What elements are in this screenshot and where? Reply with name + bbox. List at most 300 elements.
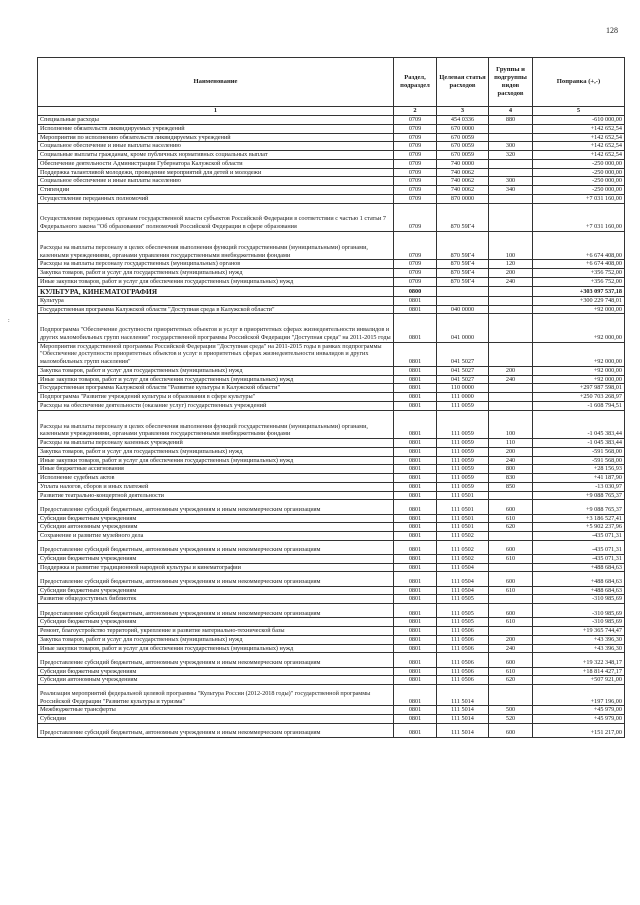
row-target: 111 0501 bbox=[437, 500, 489, 514]
row-name: Подпрограмма "Обеспечение доступности приоритетных объектов и услуг в приоритетных сферах жизнедеятельности инвалидов и других маломобильных групп населения" государственной программы Российской Федерации "Доступная среда" на 2011-2015 годы bbox=[38, 314, 394, 342]
row-target: 041 0000 bbox=[437, 314, 489, 342]
row-name: Субсидии бюджетным учреждениям bbox=[38, 667, 394, 676]
row-group: 610 bbox=[489, 514, 533, 523]
row-name: Субсидии bbox=[38, 715, 394, 724]
row-amendment: +5 902 237,96 bbox=[533, 523, 625, 532]
row-name: Межбюджетные трансферты bbox=[38, 706, 394, 715]
table-row bbox=[38, 456, 625, 465]
row-group: 610 bbox=[489, 586, 533, 595]
row-target: 870 59Г4 bbox=[437, 203, 489, 231]
table-row bbox=[38, 366, 625, 375]
row-section: 0801 bbox=[394, 595, 437, 604]
row-target: 111 5014 bbox=[437, 685, 489, 706]
row-section: 0709 bbox=[394, 116, 437, 125]
row-target: 670 0059 bbox=[437, 151, 489, 160]
table-row bbox=[38, 151, 625, 160]
table-row bbox=[38, 116, 625, 125]
table-row bbox=[38, 410, 625, 438]
table-row bbox=[38, 296, 625, 305]
table-row bbox=[38, 447, 625, 456]
row-group: 620 bbox=[489, 523, 533, 532]
row-name: Предоставление субсидий бюджетным, автономным учреждениям и иным некоммерческим организациям bbox=[38, 540, 394, 554]
row-amendment: -591 568,00 bbox=[533, 456, 625, 465]
row-section: 0801 bbox=[394, 474, 437, 483]
table-row bbox=[38, 342, 625, 366]
table-row bbox=[38, 706, 625, 715]
header-num-5: 5 bbox=[533, 107, 625, 116]
row-target bbox=[437, 286, 489, 296]
row-target: 111 0506 bbox=[437, 667, 489, 676]
row-section: 0801 bbox=[394, 532, 437, 541]
row-amendment: +45 979,00 bbox=[533, 715, 625, 724]
row-name: Закупка товаров, работ и услуг для государственных (муниципальных) нужд bbox=[38, 366, 394, 375]
row-section: 0801 bbox=[394, 465, 437, 474]
row-group: 300 bbox=[489, 177, 533, 186]
row-name: Расходы на выплаты персоналу казенных учреждений bbox=[38, 439, 394, 448]
row-section: 0801 bbox=[394, 342, 437, 366]
row-group bbox=[489, 168, 533, 177]
row-amendment: +9 088 765,37 bbox=[533, 491, 625, 500]
row-name: Социальное обеспечение и иные выплаты населению bbox=[38, 177, 394, 186]
table-row bbox=[38, 595, 625, 604]
row-amendment: +300 229 748,01 bbox=[533, 296, 625, 305]
row-group bbox=[489, 384, 533, 393]
row-section: 0800 bbox=[394, 286, 437, 296]
row-section: 0709 bbox=[394, 186, 437, 195]
row-amendment: -310 985,69 bbox=[533, 595, 625, 604]
row-amendment: -1 045 383,44 bbox=[533, 410, 625, 438]
row-name: Уплата налогов, сборов и иных платежей bbox=[38, 482, 394, 491]
table-row bbox=[38, 465, 625, 474]
row-amendment: +43 396,30 bbox=[533, 644, 625, 653]
row-target: 111 0501 bbox=[437, 491, 489, 500]
row-target: 111 0501 bbox=[437, 514, 489, 523]
table-row bbox=[38, 676, 625, 685]
row-target: 870 59Г4 bbox=[437, 277, 489, 286]
row-group bbox=[489, 685, 533, 706]
row-section: 0801 bbox=[394, 482, 437, 491]
row-amendment: +507 921,00 bbox=[533, 676, 625, 685]
table-row bbox=[38, 142, 625, 151]
row-section: 0801 bbox=[394, 604, 437, 618]
row-amendment: +488 684,63 bbox=[533, 563, 625, 572]
row-target: 111 0059 bbox=[437, 482, 489, 491]
table-row bbox=[38, 572, 625, 586]
row-section: 0801 bbox=[394, 439, 437, 448]
row-target: 111 0506 bbox=[437, 627, 489, 636]
row-group bbox=[489, 532, 533, 541]
table-row bbox=[38, 177, 625, 186]
row-name: Поддержка талантливой молодежи, проведение мероприятий для детей и молодежи bbox=[38, 168, 394, 177]
row-name: Субсидии бюджетным учреждениям bbox=[38, 618, 394, 627]
row-section: 0709 bbox=[394, 203, 437, 231]
row-name: Поддержка и развитие традиционной народной культуры и кинематографии bbox=[38, 563, 394, 572]
header-num-2: 2 bbox=[394, 107, 437, 116]
row-name: Сохранение и развитие музейного дела bbox=[38, 532, 394, 541]
table-row bbox=[38, 653, 625, 667]
row-target: 870 59Г4 bbox=[437, 260, 489, 269]
row-amendment: +151 217,00 bbox=[533, 723, 625, 737]
table-row bbox=[38, 231, 625, 259]
row-amendment: +41 187,90 bbox=[533, 474, 625, 483]
row-section: 0801 bbox=[394, 410, 437, 438]
header-group: Группы и подгруппы видов расходов bbox=[489, 58, 533, 107]
row-amendment: +18 814 427,17 bbox=[533, 667, 625, 676]
table-row bbox=[38, 618, 625, 627]
row-target: 740 0062 bbox=[437, 168, 489, 177]
row-group: 600 bbox=[489, 604, 533, 618]
table-row bbox=[38, 685, 625, 706]
row-target: 111 0059 bbox=[437, 447, 489, 456]
row-group: 240 bbox=[489, 375, 533, 384]
row-amendment: +197 196,00 bbox=[533, 685, 625, 706]
page-number: 128 bbox=[606, 26, 618, 35]
table-row bbox=[38, 375, 625, 384]
row-section: 0801 bbox=[394, 706, 437, 715]
row-section: 0801 bbox=[394, 500, 437, 514]
row-group: 240 bbox=[489, 644, 533, 653]
table-row bbox=[38, 124, 625, 133]
row-group: 830 bbox=[489, 474, 533, 483]
row-name: Закупка товаров, работ и услуг для государственных (муниципальных) нужд bbox=[38, 269, 394, 278]
table-row bbox=[38, 586, 625, 595]
row-amendment: -250 000,00 bbox=[533, 168, 625, 177]
table-row bbox=[38, 305, 625, 314]
row-section: 0801 bbox=[394, 667, 437, 676]
table-row bbox=[38, 286, 625, 296]
row-target: 111 0505 bbox=[437, 618, 489, 627]
row-target: 111 5014 bbox=[437, 723, 489, 737]
table-row bbox=[38, 500, 625, 514]
table-row bbox=[38, 401, 625, 410]
row-amendment: -610 000,00 bbox=[533, 116, 625, 125]
row-target: 740 0062 bbox=[437, 186, 489, 195]
row-group: 600 bbox=[489, 540, 533, 554]
row-amendment: -435 071,31 bbox=[533, 554, 625, 563]
row-name: Реализация мероприятий федеральной целевой программы "Культура России (2012-2018 годы)" государственной программы Российской Федерации "Развитие культуры и туризма" bbox=[38, 685, 394, 706]
row-group: 240 bbox=[489, 456, 533, 465]
row-amendment: -250 000,00 bbox=[533, 177, 625, 186]
row-name: Государственная программа Калужской области "Доступная среда в Калужской области" bbox=[38, 305, 394, 314]
row-amendment: +43 396,30 bbox=[533, 635, 625, 644]
table-row bbox=[38, 439, 625, 448]
row-amendment: +250 703 268,97 bbox=[533, 393, 625, 402]
row-target: 870 0000 bbox=[437, 194, 489, 203]
row-target: 111 5014 bbox=[437, 715, 489, 724]
header-target: Целевая статья расходов bbox=[437, 58, 489, 107]
row-amendment: -435 071,31 bbox=[533, 532, 625, 541]
row-amendment: +142 652,54 bbox=[533, 133, 625, 142]
row-group: 110 bbox=[489, 439, 533, 448]
table-row bbox=[38, 168, 625, 177]
row-amendment: -250 000,00 bbox=[533, 159, 625, 168]
row-group: 800 bbox=[489, 465, 533, 474]
row-group: 850 bbox=[489, 482, 533, 491]
row-section: 0801 bbox=[394, 296, 437, 305]
table-row bbox=[38, 635, 625, 644]
row-amendment: +92 000,00 bbox=[533, 366, 625, 375]
row-group: 600 bbox=[489, 572, 533, 586]
row-group bbox=[489, 342, 533, 366]
row-name: Исполнение обязательств ликвидируемых учреждений bbox=[38, 124, 394, 133]
row-amendment: -1 045 383,44 bbox=[533, 439, 625, 448]
row-target bbox=[437, 296, 489, 305]
table-row bbox=[38, 186, 625, 195]
row-name: Субсидии бюджетным учреждениям bbox=[38, 586, 394, 595]
row-section: 0801 bbox=[394, 653, 437, 667]
row-name: Культура bbox=[38, 296, 394, 305]
row-amendment: +92 000,00 bbox=[533, 314, 625, 342]
row-name: Иные закупки товаров, работ и услуг для обеспечения государственных (муниципальных) нужд bbox=[38, 277, 394, 286]
row-group: 500 bbox=[489, 706, 533, 715]
row-name: Расходы на выплаты персоналу в целях обеспечения выполнения функций государственными (муниципальными) органами, казенными учреждениями, органами управления государственными внебюджетными фондами bbox=[38, 231, 394, 259]
header-num-4: 4 bbox=[489, 107, 533, 116]
row-name: Социальное обеспечение и иные выплаты населению bbox=[38, 142, 394, 151]
row-target: 111 0059 bbox=[437, 456, 489, 465]
row-target: 111 5014 bbox=[437, 706, 489, 715]
row-name: Ремонт, благоустройство территорий, укрепление и развитие материально-технической базы bbox=[38, 627, 394, 636]
row-section: 0709 bbox=[394, 124, 437, 133]
row-group: 120 bbox=[489, 260, 533, 269]
row-amendment: +7 031 160,00 bbox=[533, 203, 625, 231]
row-amendment: +6 674 408,00 bbox=[533, 260, 625, 269]
row-amendment: +28 156,93 bbox=[533, 465, 625, 474]
row-group bbox=[489, 133, 533, 142]
row-section: 0801 bbox=[394, 572, 437, 586]
row-name: Иные закупки товаров, работ и услуг для обеспечения государственных (муниципальных) нужд bbox=[38, 375, 394, 384]
row-target: 111 0501 bbox=[437, 523, 489, 532]
row-group bbox=[489, 563, 533, 572]
row-group bbox=[489, 194, 533, 203]
header-num-3: 3 bbox=[437, 107, 489, 116]
row-name: Государственная программа Калужской области "Развитие культуры в Калужской области" bbox=[38, 384, 394, 393]
row-amendment: +92 000,00 bbox=[533, 342, 625, 366]
row-name: Закупка товаров, работ и услуг для государственных (муниципальных) нужд bbox=[38, 447, 394, 456]
row-name: Расходы на обеспечение деятельности (оказание услуг) государственных учреждений bbox=[38, 401, 394, 410]
row-group bbox=[489, 286, 533, 296]
table-row bbox=[38, 269, 625, 278]
row-name: Социальные выплаты гражданам, кроме публичных нормативных социальных выплат bbox=[38, 151, 394, 160]
row-amendment: +92 000,00 bbox=[533, 305, 625, 314]
row-group: 100 bbox=[489, 410, 533, 438]
table-row bbox=[38, 563, 625, 572]
row-target: 111 0505 bbox=[437, 595, 489, 604]
row-amendment: +9 088 765,37 bbox=[533, 500, 625, 514]
row-name: Расходы на выплаты персоналу в целях обеспечения выполнения функций государственными (муниципальными) органами, казенными учреждениями, органами управления государственными внебюджетными фондами bbox=[38, 410, 394, 438]
row-group: 600 bbox=[489, 723, 533, 737]
row-target: 111 0059 bbox=[437, 410, 489, 438]
row-group: 200 bbox=[489, 366, 533, 375]
row-target: 111 0504 bbox=[437, 572, 489, 586]
row-name: Исполнение судебных актов bbox=[38, 474, 394, 483]
row-section: 0709 bbox=[394, 269, 437, 278]
header-section: Раздел, подраздел bbox=[394, 58, 437, 107]
row-name: Иные закупки товаров, работ и услуг для обеспечения государственных (муниципальных) нужд bbox=[38, 644, 394, 653]
row-name: Мероприятия государственной программы Российской Федерации "Доступная среда" на 2011-2015 годы в рамках подпрограммы "Обеспечение доступности приоритетных объектов и услуг в приоритетных сферах жизнедеятельности инвалидов и других маломобильных групп населения" bbox=[38, 342, 394, 366]
row-amendment: -591 568,00 bbox=[533, 447, 625, 456]
row-section: 0801 bbox=[394, 305, 437, 314]
table-row bbox=[38, 554, 625, 563]
margin-mark: : bbox=[8, 318, 10, 324]
row-name: Специальные расходы bbox=[38, 116, 394, 125]
row-name: Мероприятия по исполнению обязательств ликвидируемых учреждений bbox=[38, 133, 394, 142]
row-section: 0801 bbox=[394, 314, 437, 342]
row-name: Предоставление субсидий бюджетным, автономным учреждениям и иным некоммерческим организациям bbox=[38, 653, 394, 667]
table-row bbox=[38, 194, 625, 203]
row-amendment: +142 652,54 bbox=[533, 124, 625, 133]
row-target: 040 0000 bbox=[437, 305, 489, 314]
table-row bbox=[38, 715, 625, 724]
row-target: 041 5027 bbox=[437, 366, 489, 375]
row-amendment: -310 985,69 bbox=[533, 618, 625, 627]
row-target: 740 0062 bbox=[437, 177, 489, 186]
row-name: Предоставление субсидий бюджетным, автономным учреждениям и иным некоммерческим организациям bbox=[38, 604, 394, 618]
row-name: Расходы на выплаты персоналу государственных (муниципальных) органов bbox=[38, 260, 394, 269]
row-target: 111 0504 bbox=[437, 586, 489, 595]
row-target: 670 0059 bbox=[437, 142, 489, 151]
header-name: Наименование bbox=[38, 58, 394, 107]
row-section: 0801 bbox=[394, 523, 437, 532]
budget-amendment-table bbox=[37, 57, 625, 738]
row-target: 111 0506 bbox=[437, 653, 489, 667]
row-section: 0709 bbox=[394, 177, 437, 186]
row-section: 0709 bbox=[394, 159, 437, 168]
row-amendment: -1 608 794,51 bbox=[533, 401, 625, 410]
row-amendment: +297 987 598,01 bbox=[533, 384, 625, 393]
table-row bbox=[38, 393, 625, 402]
row-group: 340 bbox=[489, 186, 533, 195]
row-group bbox=[489, 401, 533, 410]
row-target: 111 0000 bbox=[437, 393, 489, 402]
row-name: Осуществление переданных полномочий bbox=[38, 194, 394, 203]
row-group: 200 bbox=[489, 635, 533, 644]
row-group bbox=[489, 296, 533, 305]
row-section: 0801 bbox=[394, 514, 437, 523]
row-name: Предоставление субсидий бюджетным, автономным учреждениям и иным некоммерческим организациям bbox=[38, 500, 394, 514]
row-name: Обеспечение деятельности Администрации Губернатора Калужской области bbox=[38, 159, 394, 168]
row-amendment: +356 752,00 bbox=[533, 277, 625, 286]
row-section: 0709 bbox=[394, 194, 437, 203]
row-section: 0801 bbox=[394, 635, 437, 644]
row-name: Субсидии бюджетным учреждениям bbox=[38, 514, 394, 523]
row-target: 111 0059 bbox=[437, 474, 489, 483]
row-section: 0801 bbox=[394, 563, 437, 572]
row-amendment: +356 752,00 bbox=[533, 269, 625, 278]
row-section: 0709 bbox=[394, 168, 437, 177]
row-name: Подпрограмма "Развитие учреждений культуры и образования в сфере культуры" bbox=[38, 393, 394, 402]
table-row bbox=[38, 540, 625, 554]
row-name: Предоставление субсидий бюджетным, автономным учреждениям и иным некоммерческим организациям bbox=[38, 572, 394, 586]
row-name: Закупка товаров, работ и услуг для государственных (муниципальных) нужд bbox=[38, 635, 394, 644]
row-amendment: -310 985,69 bbox=[533, 604, 625, 618]
row-target: 111 0506 bbox=[437, 635, 489, 644]
table-row bbox=[38, 159, 625, 168]
row-name: Осуществление переданных органам государственной власти субъектов Российской Федерации в соответствии с частью 1 статьи 7 Федерального закона "Об образовании" полномочий Российской Федерации в сфере образования bbox=[38, 203, 394, 231]
row-name: Субсидии автономным учреждениям bbox=[38, 676, 394, 685]
row-amendment: +142 652,54 bbox=[533, 151, 625, 160]
row-group: 200 bbox=[489, 447, 533, 456]
row-amendment: +488 684,63 bbox=[533, 586, 625, 595]
row-section: 0801 bbox=[394, 384, 437, 393]
row-group: 100 bbox=[489, 231, 533, 259]
row-target: 870 59Г4 bbox=[437, 231, 489, 259]
row-group bbox=[489, 393, 533, 402]
row-name: Развитие театрально-концертной деятельности bbox=[38, 491, 394, 500]
row-group: 880 bbox=[489, 116, 533, 125]
row-target: 670 0000 bbox=[437, 124, 489, 133]
table-row bbox=[38, 314, 625, 342]
row-group: 240 bbox=[489, 277, 533, 286]
row-amendment: +303 097 537,18 bbox=[533, 286, 625, 296]
row-target: 110 0000 bbox=[437, 384, 489, 393]
row-group bbox=[489, 124, 533, 133]
row-amendment: -13 030,97 bbox=[533, 482, 625, 491]
row-amendment: +3 186 527,41 bbox=[533, 514, 625, 523]
row-group bbox=[489, 203, 533, 231]
row-target: 041 5027 bbox=[437, 375, 489, 384]
table-row bbox=[38, 604, 625, 618]
row-section: 0801 bbox=[394, 586, 437, 595]
row-group: 610 bbox=[489, 618, 533, 627]
row-amendment: -435 071,31 bbox=[533, 540, 625, 554]
row-target: 670 0059 bbox=[437, 133, 489, 142]
row-section: 0709 bbox=[394, 142, 437, 151]
row-target: 111 0505 bbox=[437, 604, 489, 618]
row-section: 0709 bbox=[394, 133, 437, 142]
row-target: 111 0059 bbox=[437, 465, 489, 474]
row-section: 0801 bbox=[394, 366, 437, 375]
row-section: 0709 bbox=[394, 151, 437, 160]
row-group bbox=[489, 159, 533, 168]
row-target: 111 0059 bbox=[437, 401, 489, 410]
table-row bbox=[38, 384, 625, 393]
row-section: 0801 bbox=[394, 723, 437, 737]
row-amendment: +488 684,63 bbox=[533, 572, 625, 586]
row-section: 0801 bbox=[394, 685, 437, 706]
row-name: Субсидии бюджетным учреждениям bbox=[38, 554, 394, 563]
row-name: Предоставление субсидий бюджетным, автономным учреждениям и иным некоммерческим организациям bbox=[38, 723, 394, 737]
row-section: 0801 bbox=[394, 447, 437, 456]
table-row bbox=[38, 627, 625, 636]
row-amendment: +7 031 160,00 bbox=[533, 194, 625, 203]
row-amendment: -250 000,00 bbox=[533, 186, 625, 195]
row-target: 111 0504 bbox=[437, 563, 489, 572]
table-row bbox=[38, 133, 625, 142]
row-amendment: +45 979,00 bbox=[533, 706, 625, 715]
table-row bbox=[38, 523, 625, 532]
row-section: 0801 bbox=[394, 715, 437, 724]
row-group bbox=[489, 491, 533, 500]
row-group bbox=[489, 627, 533, 636]
row-amendment: +142 652,54 bbox=[533, 142, 625, 151]
row-name: Стипендии bbox=[38, 186, 394, 195]
row-group: 320 bbox=[489, 151, 533, 160]
row-group: 610 bbox=[489, 554, 533, 563]
row-name: КУЛЬТУРА, КИНЕМАТОГРАФИЯ bbox=[38, 286, 394, 296]
row-section: 0801 bbox=[394, 618, 437, 627]
table-row bbox=[38, 277, 625, 286]
header-num-1: 1 bbox=[38, 107, 394, 116]
row-section: 0801 bbox=[394, 676, 437, 685]
table-row bbox=[38, 203, 625, 231]
row-amendment: +6 674 408,00 bbox=[533, 231, 625, 259]
row-group bbox=[489, 305, 533, 314]
row-section: 0801 bbox=[394, 491, 437, 500]
row-amendment: +92 000,00 bbox=[533, 375, 625, 384]
row-group: 200 bbox=[489, 269, 533, 278]
row-name: Развитие общедоступных библиотек bbox=[38, 595, 394, 604]
table-row bbox=[38, 482, 625, 491]
